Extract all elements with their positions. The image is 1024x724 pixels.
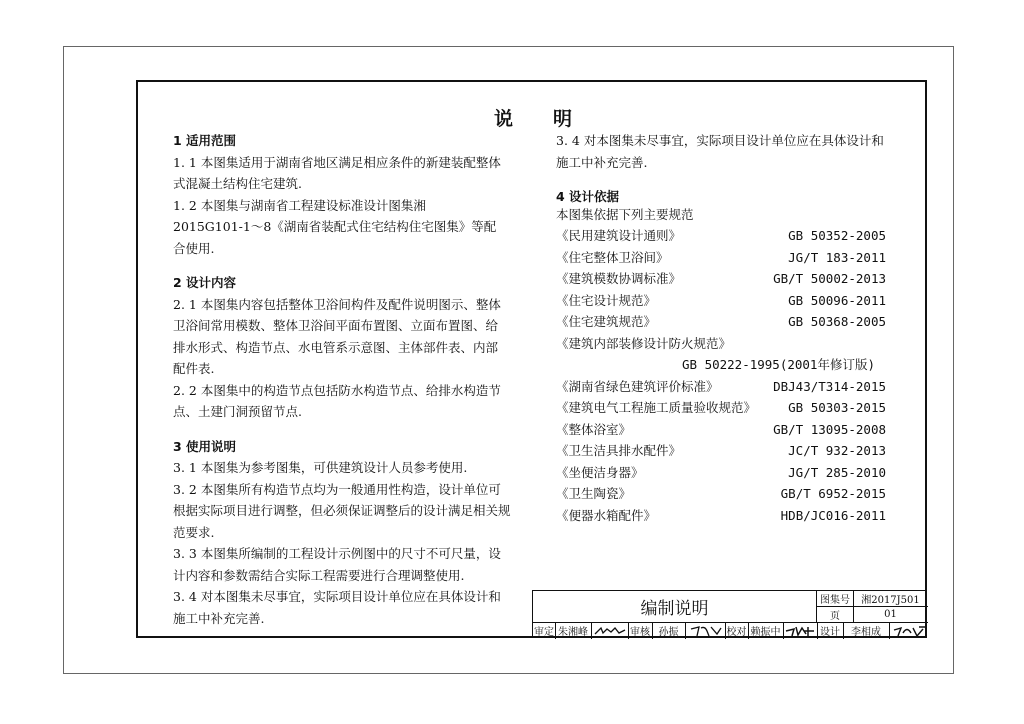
standard-row bbox=[556, 483, 886, 505]
review-label: 审定 bbox=[534, 627, 554, 638]
standard-name: 《湖南省绿色建筑评价标准》 bbox=[556, 378, 719, 394]
page-number: 01 bbox=[884, 608, 897, 620]
standard-row bbox=[556, 462, 886, 484]
drawing-name: 编制说明 bbox=[533, 591, 817, 622]
standard-row bbox=[556, 397, 886, 419]
intro-line: 施工中补充完善. bbox=[556, 154, 648, 170]
standard-code: JC/T 932-2013 bbox=[788, 443, 886, 458]
standard-code: DBJ43/T314-2015 bbox=[773, 378, 886, 394]
standard-code: HDB/JC016-2011 bbox=[780, 507, 886, 523]
proof-signature bbox=[783, 622, 817, 639]
design-signature bbox=[889, 622, 928, 639]
design-name: 李相成 bbox=[851, 627, 881, 638]
text-line: 配件表. bbox=[173, 361, 215, 376]
section-heading: 1 适用范围 bbox=[173, 133, 237, 148]
atlas-no: 湘2017J501 bbox=[861, 595, 920, 606]
standard-row bbox=[556, 419, 886, 441]
standard-row bbox=[556, 247, 886, 269]
section-heading: 3 使用说明 bbox=[173, 438, 237, 454]
standard-code: JG/T 285-2010 bbox=[788, 464, 886, 480]
standards-list bbox=[556, 225, 886, 526]
standard-code: GB/T 13095-2008 bbox=[773, 421, 886, 437]
proof-name: 赖振中 bbox=[750, 627, 781, 638]
text-line: 根据实际项目进行调整，但必须保证调整后的设计满足相关规 bbox=[173, 503, 511, 518]
text-line: 点、土建门洞预留节点. bbox=[173, 404, 302, 419]
review-signature bbox=[591, 622, 628, 639]
standard-code: JG/T 183-2011 bbox=[788, 249, 886, 265]
standard-name: 《建筑模数协调标准》 bbox=[556, 271, 682, 286]
left-column bbox=[173, 130, 523, 629]
standard-row bbox=[556, 268, 886, 290]
text-line: 1. 2 本图集与湖南省工程建设标准设计图集湘 bbox=[173, 197, 426, 213]
title-block bbox=[532, 590, 927, 638]
standard-code: GB 50352-2005 bbox=[788, 228, 886, 243]
proof-label: 校对 bbox=[726, 627, 747, 638]
standard-code: GB 50222-1995(2001年修订版) bbox=[682, 357, 875, 372]
standard-code: GB 50096-2011 bbox=[788, 292, 886, 308]
standard-code: GB/T 50002-2013 bbox=[773, 271, 886, 286]
section-heading: 4 设计依据 bbox=[556, 189, 620, 204]
standard-row bbox=[556, 311, 886, 333]
text-line: 卫浴间常用模数、整体卫浴间平面布置图、立面布置图、给 bbox=[173, 318, 499, 333]
text-line: 范要求. bbox=[173, 524, 215, 540]
spacer bbox=[173, 259, 523, 272]
check-name: 孙振 bbox=[658, 627, 679, 638]
standard-name: 《整体浴室》 bbox=[556, 421, 632, 437]
text-line: 施工中补充完善. bbox=[173, 610, 265, 626]
standard-name: 《建筑内部装修设计防火规范》 bbox=[556, 335, 732, 351]
intro-line: 3. 4 对本图集未尽事宜，实际项目设计单位应在具体设计和 bbox=[556, 133, 884, 148]
title-part-2: 明 bbox=[553, 108, 573, 130]
standard-name: 《住宅设计规范》 bbox=[556, 292, 657, 308]
design-label: 设计 bbox=[820, 627, 840, 638]
standard-name: 《卫生陶瓷》 bbox=[556, 486, 632, 501]
title-part-1: 说 bbox=[494, 108, 514, 130]
page-label: 页 bbox=[830, 610, 840, 622]
standard-row bbox=[556, 376, 886, 398]
text-line: 3. 4 对本图集未尽事宜，实际项目设计单位应在具体设计和 bbox=[173, 589, 501, 604]
standard-row bbox=[556, 290, 886, 312]
standard-code: GB 50368-2005 bbox=[788, 314, 886, 329]
page-title bbox=[0, 104, 1024, 130]
standard-code: GB/T 6952-2015 bbox=[780, 486, 886, 501]
text-line: 1. 1 本图集适用于湖南省地区满足相应条件的新建装配整体 bbox=[173, 154, 501, 170]
text-line: 计内容和参数需结合实际工程需要进行合理调整使用. bbox=[173, 567, 465, 583]
atlas-no-label: 图集号 bbox=[820, 595, 850, 606]
text-line: 3. 1 本图集为参考图集，可供建筑设计人员参考使用. bbox=[173, 460, 468, 475]
standard-name: 《民用建筑设计通则》 bbox=[556, 228, 682, 243]
text-line: 排水形式、构造节点、水电管系示意图、主体部件表、内部 bbox=[173, 339, 499, 355]
right-column bbox=[556, 130, 886, 526]
check-label: 审核 bbox=[630, 627, 650, 638]
standard-name: 《建筑电气工程施工质量验收规范》 bbox=[556, 400, 757, 415]
section-heading: 2 设计内容 bbox=[173, 275, 237, 290]
standard-name: 《便器水箱配件》 bbox=[556, 507, 657, 523]
review-name: 朱湘峰 bbox=[558, 627, 588, 638]
standard-row bbox=[556, 333, 886, 355]
text-line: 3. 2 本图集所有构造节点均为一般通用性构造，设计单位可 bbox=[173, 481, 501, 497]
standards-subtitle: 本图集依据下列主要规范 bbox=[556, 206, 694, 222]
standard-name: 《住宅整体卫浴间》 bbox=[556, 249, 669, 265]
standard-name: 《坐便洁身器》 bbox=[556, 464, 644, 480]
check-signature bbox=[685, 622, 725, 639]
standard-row bbox=[556, 505, 886, 527]
standard-code: GB 50303-2015 bbox=[788, 400, 886, 415]
text-line: 式混凝土结构住宅建筑. bbox=[173, 176, 302, 191]
text-line: 3. 3 本图集所编制的工程设计示例图中的尺寸不可尺量，设 bbox=[173, 546, 501, 561]
standard-row bbox=[556, 440, 886, 462]
spacer bbox=[173, 423, 523, 436]
text-line: 2015G101-1～8《湖南省装配式住宅结构住宅图集》等配 bbox=[173, 219, 497, 234]
standard-row bbox=[556, 225, 886, 247]
standard-name: 《住宅建筑规范》 bbox=[556, 314, 657, 329]
text-line: 合使用. bbox=[173, 240, 215, 256]
text-line: 2. 1 本图集内容包括整体卫浴间构件及配件说明图示、整体 bbox=[173, 296, 501, 312]
standard-name: 《卫生洁具排水配件》 bbox=[556, 443, 682, 458]
text-line: 2. 2 本图集中的构造节点包括防水构造节点、给排水构造节 bbox=[173, 382, 501, 398]
